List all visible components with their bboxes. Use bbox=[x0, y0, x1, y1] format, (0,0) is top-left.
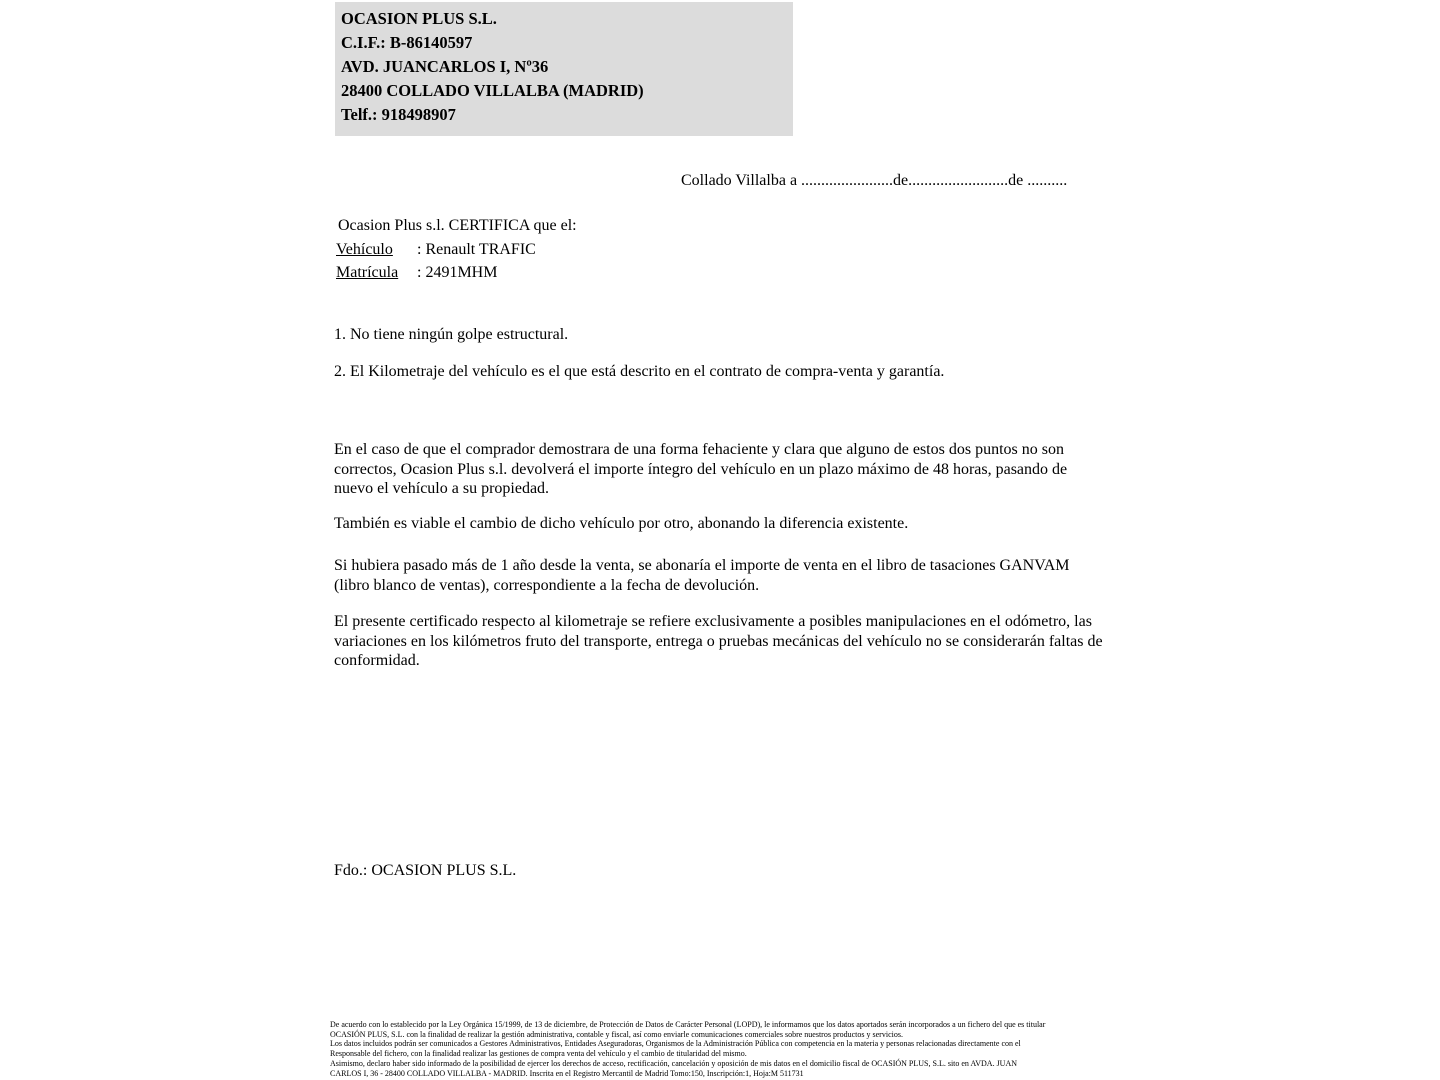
legal-line: CARLOS I, 36 - 28400 COLLADO VILLALBA - MADRID. Inscrita en el Registro Mercantil de Madrid Tomo:150, Inscripción:1, Hoja:M 511731 bbox=[330, 1068, 804, 1078]
paragraph-ganvam: Si hubiera pasado más de 1 año desde la venta, se abonaría el importe de venta en el libro de tasaciones GANVAM (libro blanco de ventas), correspondiente a la fecha de devolución. bbox=[334, 557, 1070, 594]
paragraph-exchange: También es viable el cambio de dicho vehículo por otro, abonando la diferencia existente. bbox=[334, 515, 909, 532]
company-cif: C.I.F.: B-86140597 bbox=[341, 33, 473, 52]
signature-line: Fdo.: OCASION PLUS S.L. bbox=[334, 862, 517, 879]
plate-label: Matrícula bbox=[336, 264, 399, 281]
paragraph-odometer: El presente certificado respecto al kilometraje se refiere exclusivamente a posibles manipulaciones en el odómetro, las variaciones en los kilómetros fruto del transporte, entrega o pruebas mecánicas del vehículo no se considerarán faltas de conformidad. bbox=[334, 613, 1103, 670]
legal-footer bbox=[330, 1020, 1120, 1078]
company-phone: Telf.: 918498907 bbox=[341, 105, 456, 124]
company-name: OCASION PLUS S.L. bbox=[341, 9, 497, 28]
paragraph-refund: En el caso de que el comprador demostrara de una forma fehaciente y clara que alguno de estos dos puntos no son correctos, Ocasion Plus s.l. devolverá el importe íntegro del vehículo en un plazo máximo de 48 horas, pasando de nuevo el vehículo a su propiedad. bbox=[334, 441, 1068, 498]
company-header-block bbox=[335, 2, 793, 136]
certification-intro: Ocasion Plus s.l. CERTIFICA que el: bbox=[338, 217, 577, 234]
legal-line: Los datos incluidos podrán ser comunicados a Gestores Administrativos, Entidades Aseguradoras, Organismos de la Administración Pública con competencia en la materia y personas relacionadas directamente con el bbox=[330, 1039, 1021, 1049]
date-line: Collado Villalba a .......................de.........................de .......... bbox=[681, 172, 1068, 189]
vehicle-line bbox=[336, 241, 536, 259]
certification-point-1: 1. No tiene ningún golpe estructural. bbox=[334, 326, 569, 343]
legal-line: Responsable del fichero, con la finalidad realizar las gestiones de compra venta del vehículo y el cambio de titularidad del mismo. bbox=[330, 1049, 747, 1059]
legal-line: De acuerdo con lo establecido por la Ley Orgánica 15/1999, de 13 de diciembre, de Protección de Datos de Carácter Personal (LOPD), le informamos que los datos aportados serán incorporados a un fichero del que es titular bbox=[330, 1020, 1046, 1029]
certification-point-2: 2. El Kilometraje del vehículo es el que está descrito en el contrato de compra-venta y garantía. bbox=[334, 363, 945, 380]
plate-line bbox=[336, 264, 497, 282]
vehicle-value: : Renault TRAFIC bbox=[417, 241, 536, 258]
company-address: AVD. JUANCARLOS I, Nº36 bbox=[341, 57, 549, 76]
vehicle-label: Vehículo bbox=[336, 241, 393, 258]
company-city: 28400 COLLADO VILLALBA (MADRID) bbox=[341, 81, 644, 100]
legal-line: Asimismo, declaro haber sido informado de la posibilidad de ejercer los derechos de acceso, rectificación, cancelación y oposición de mis datos en el domicilio fiscal de OCASIÓN PLUS, S.L. sito en AVDA. JUAN bbox=[330, 1058, 1018, 1068]
plate-value: : 2491MHM bbox=[417, 264, 498, 281]
legal-line: OCASIÓN PLUS, S.L. con la finalidad de realizar la gestión administrativa, contable y fiscal, así como enviarle comunicaciones comerciales sobre nuestros productos y servicios. bbox=[330, 1029, 903, 1039]
